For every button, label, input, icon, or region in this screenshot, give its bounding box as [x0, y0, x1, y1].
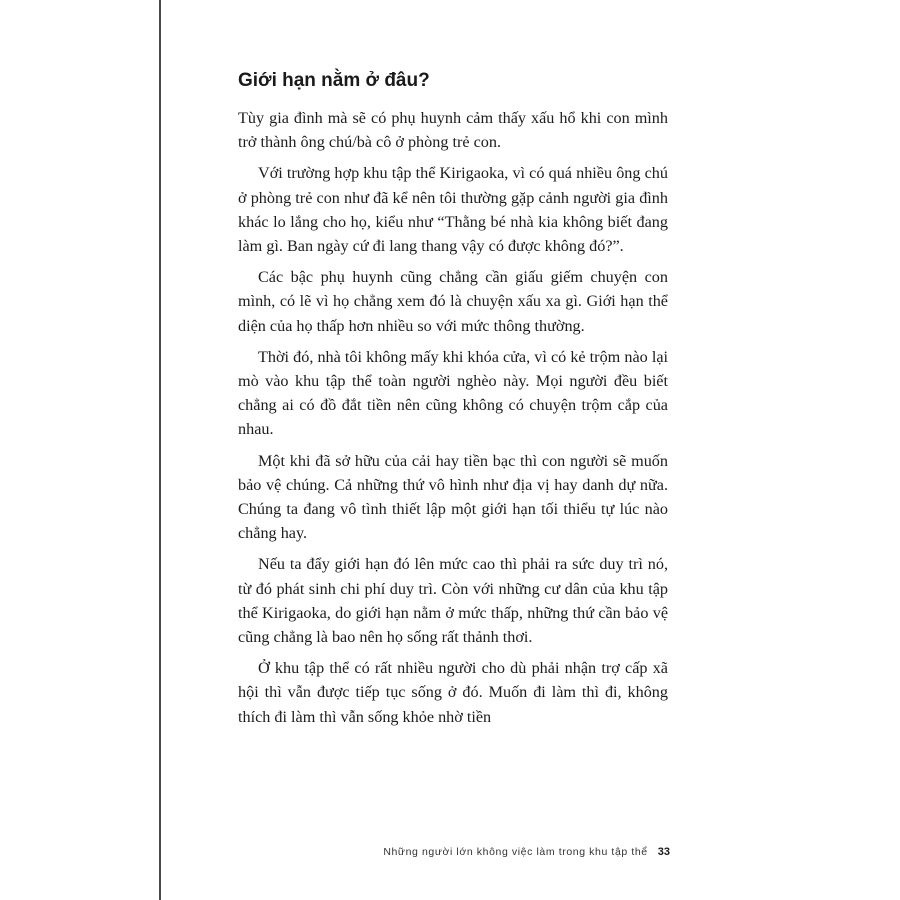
section-heading: Giới hạn nằm ở đâu? [238, 70, 430, 91]
body-paragraph: Các bậc phụ huynh cũng chẳng cần giấu giếm chuyện con mình, có lẽ vì họ chẳng xem đó là chuyện xấu xa gì. Giới hạn thể diện của họ thấp hơn nhiều so với mức thông thường. [238, 268, 668, 335]
body-paragraph: Một khi đã sở hữu của cải hay tiền bạc thì con người sẽ muốn bảo vệ chúng. Cả những thứ vô hình như địa vị hay danh dự nữa. Chúng ta đang vô tình thiết lập một giới hạn tối thiểu tự lúc nào chẳng hay. [238, 451, 668, 543]
body-paragraph: Thời đó, nhà tôi không mấy khi khóa cửa, vì có kẻ trộm nào lại mò vào khu tập thể toàn người nghèo này. Mọi người đều biết chẳng ai có đồ đắt tiền nên cũng không có chuyện trộm cắp của nhau. [238, 347, 668, 439]
body-paragraph: Ở khu tập thể có rất nhiều người cho dù phải nhận trợ cấp xã hội thì vẫn được tiếp tục sống ở đó. Muốn đi làm thì đi, không thích đi làm thì vẫn sống khỏe nhờ tiền [238, 659, 668, 726]
body-paragraph: Nếu ta đẩy giới hạn đó lên mức cao thì phải ra sức duy trì nó, từ đó phát sinh chi phí duy trì. Còn với những cư dân của khu tập thể Kirigaoka, do giới hạn nằm ở mức thấp, những thứ cần bảo vệ cũng chẳng là bao nên họ sống rất thảnh thơi. [238, 555, 668, 647]
page-footer [330, 846, 670, 858]
running-title: Những người lớn không việc làm trong khu tập thể [383, 846, 648, 858]
body-paragraph: Với trường hợp khu tập thể Kirigaoka, vì có quá nhiều ông chú ở phòng trẻ con như đã kể nên tôi thường gặp cảnh người gia đình khác lo lắng cho họ, kiểu như “Thằng bé nhà kia không biết đang làm gì. Ban ngày cứ đi lang thang vậy có được không đó?”. [238, 164, 668, 256]
page-number: 33 [657, 846, 670, 858]
body-paragraph: Tùy gia đình mà sẽ có phụ huynh cảm thấy xấu hổ khi con mình trở thành ông chú/bà cô ở phòng trẻ con. [238, 109, 668, 152]
page-edge-divider [159, 0, 161, 900]
page-content [238, 68, 668, 736]
